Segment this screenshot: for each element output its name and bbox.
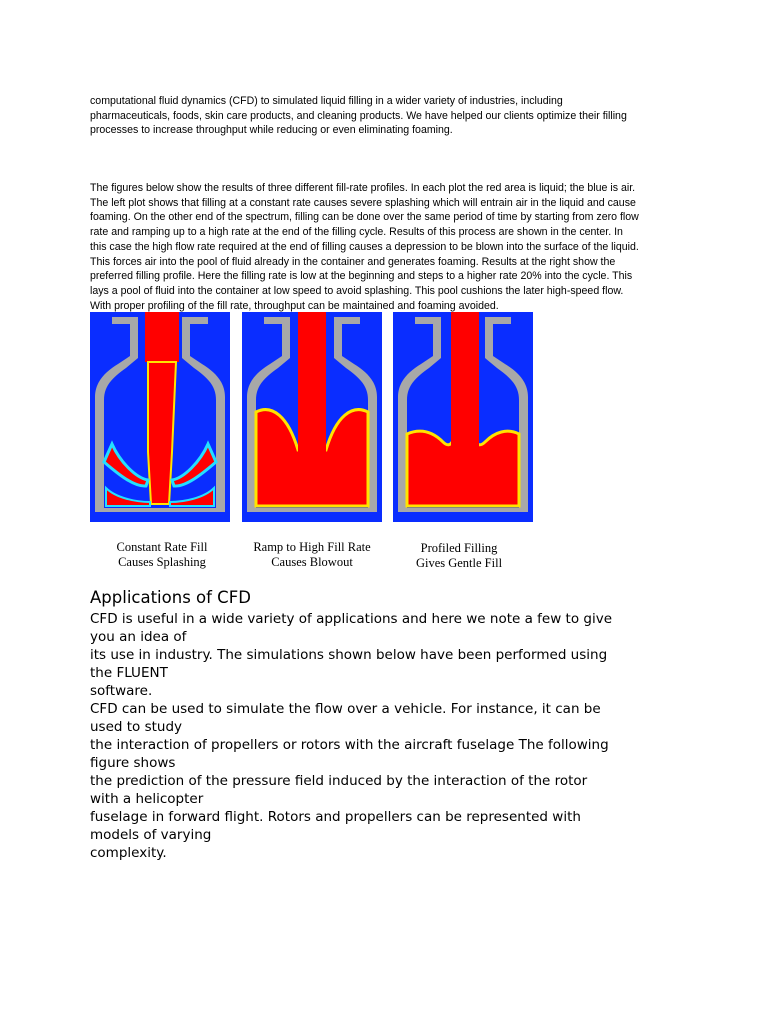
body-line: fuselage in forward flight. Rotors and propellers can be represented with [90,809,581,825]
body-line: software. [90,683,153,699]
figure-caption: Ramp to High Fill Rate Causes Blowout [253,540,371,569]
body-line: models of varying [90,827,212,843]
body-line: the interaction of propellers or rotors with the aircraft fuselage The following [90,737,609,753]
body-line: figure shows [90,755,176,771]
intro-paragraph: computational fluid dynamics (CFD) to simulated liquid filling in a wider variety of industries, including pharmaceuticals, foods, skin care products, and cleaning products. We have helped our clients optimize their filling processes to increase throughput while reducing or even eliminating foaming. [90,95,627,137]
body-line: the prediction of the pressure field induced by the interaction of the rotor [90,773,588,789]
constant-rate-fill-plot [90,312,230,522]
body-line: the FLUENT [90,665,168,681]
body-line: CFD is useful in a wide variety of applications and here we note a few to give [90,611,613,627]
fill-profiles-paragraph: The figures below show the results of three different fill-rate profiles. In each plot the red area is liquid; the blue is air. The left plot shows that filling at a constant rate causes severe splashing which will entrain air in the liquid and cause foaming. On the other end of the spectrum, filling can be done over the same period of time by starting from zero flow rate and ramping up to a high rate at the end of the filling cycle. Results of this process are shown in the center. In this case the high flow rate required at the end of filling causes a depression to be blown into the surface of the liquid. This forces air into the pool of fluid already in the container and generates foaming. Results at the right show the preferred filling profile. Here the filling rate is low at the beginning and steps to a higher rate 20% into the cycle. This lays a pool of fluid into the container at low speed to avoid splashing. This pool cushions the later high-speed flow. With proper profiling of the fill rate, throughput can be maintained and foaming avoided. [90,182,639,312]
body-line: its use in industry. The simulations shown below have been performed using [90,647,608,663]
body-line: complexity. [90,845,167,861]
ramp-fill-rate-plot [242,312,382,522]
body-line: CFD can be used to simulate the flow over a vehicle. For instance, it can be [90,701,601,717]
body-line: you an idea of [90,629,187,645]
body-line: used to study [90,719,183,735]
figure-caption: Constant Rate Fill Causes Splashing [116,540,208,569]
profiled-filling-plot [393,312,533,522]
section-heading: Applications of CFD [90,588,251,607]
figure-caption: Profiled Filling Gives Gentle Fill [415,541,503,570]
body-line: with a helicopter [90,791,204,807]
